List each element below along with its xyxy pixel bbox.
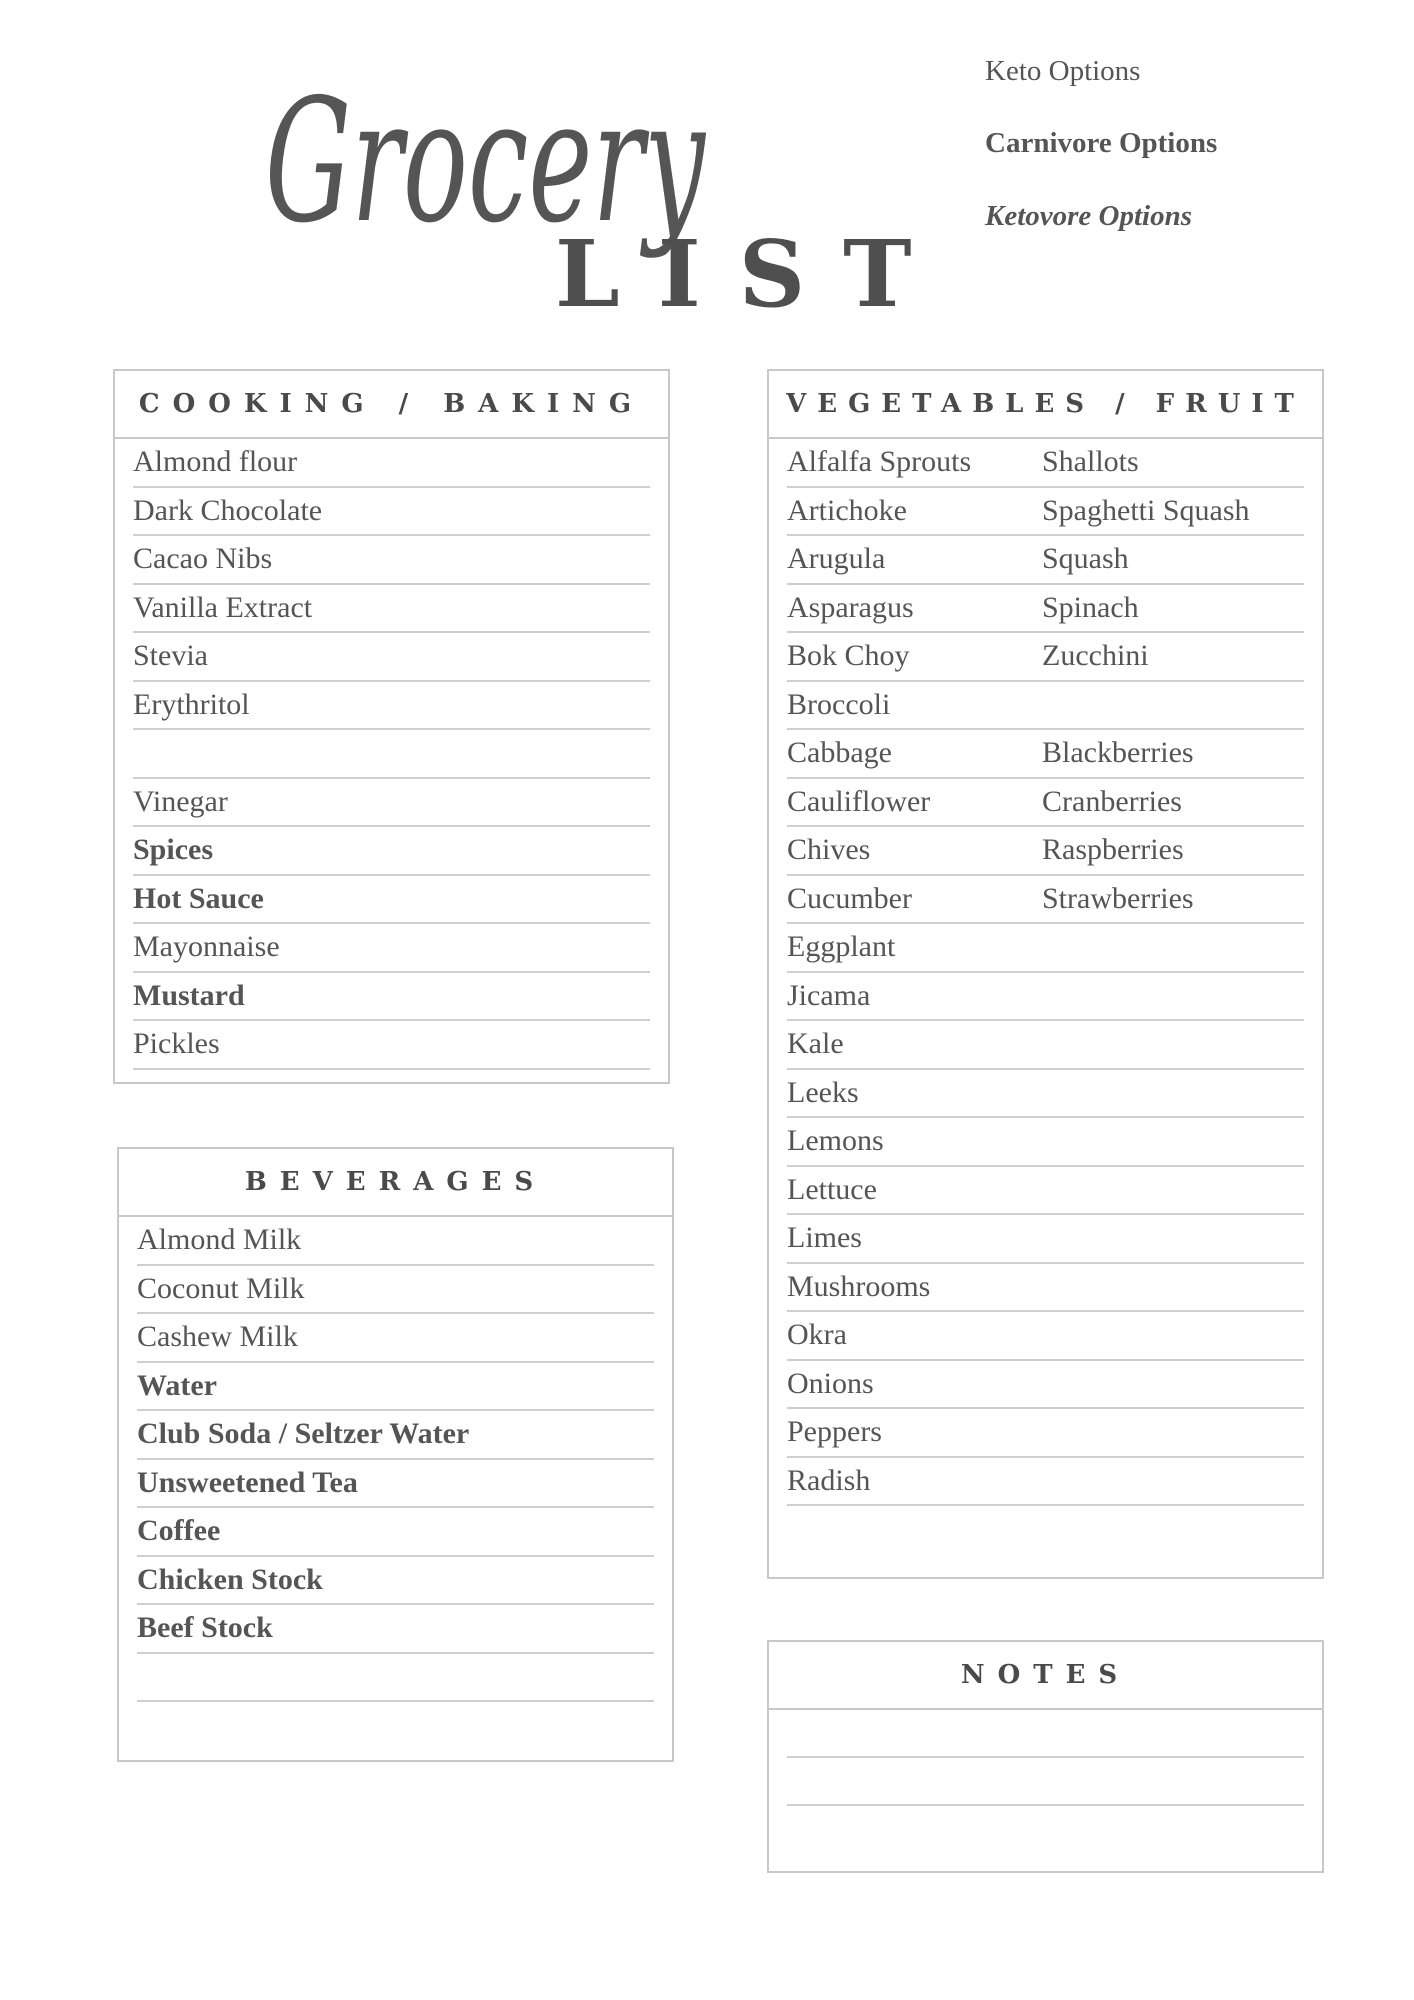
vegetable-item-label: Peppers [787,1415,882,1449]
vegetable-item-label: Broccoli [787,687,891,721]
beverages-item-label: Club Soda / Seltzer Water [137,1417,470,1451]
vegetable-fruit-item-label: Cranberries [1042,784,1182,818]
beverages-row[interactable] [137,1605,654,1654]
cooking-baking-item-label: Stevia [133,639,208,673]
vegetable-item-label: Eggplant [787,930,896,964]
vegetable-item-label: Alfalfa Sprouts [787,445,972,479]
beverages-list [137,1217,654,1702]
vegetables-fruit-row[interactable] [787,973,1304,1022]
beverages-row[interactable] [137,1654,654,1703]
beverages-row[interactable] [137,1557,654,1606]
cooking-baking-item-label: Hot Sauce [133,881,264,915]
vegetable-fruit-item-label: Spaghetti Squash [1042,493,1250,527]
cooking-baking-item-label: Dark Chocolate [133,493,323,527]
legend-ketovore: Ketovore Options [985,200,1193,232]
cooking-baking-row[interactable] [133,1021,650,1070]
notes-section [767,1640,1324,1873]
cooking-baking-row[interactable] [133,924,650,973]
vegetable-fruit-item-label: Blackberries [1042,736,1194,770]
vegetables-fruit-row[interactable] [787,1458,1304,1507]
vegetables-fruit-section [767,369,1324,1579]
vegetables-fruit-header: VEGETABLES / FRUIT [769,371,1322,439]
beverages-item-label: Coconut Milk [137,1271,305,1305]
vegetables-fruit-row[interactable] [787,827,1304,876]
beverages-item-label: Cashew Milk [137,1320,298,1354]
vegetables-fruit-row[interactable] [787,585,1304,634]
vegetables-fruit-row[interactable] [787,924,1304,973]
cooking-baking-row[interactable] [133,779,650,828]
vegetables-fruit-row[interactable] [787,779,1304,828]
notes-header: NOTES [769,1642,1322,1710]
cooking-baking-row[interactable] [133,973,650,1022]
vegetable-item-label: Cauliflower [787,784,931,818]
beverages-row[interactable] [137,1460,654,1509]
cooking-baking-row[interactable] [133,827,650,876]
list-title: LIST [555,220,950,328]
beverages-row[interactable] [137,1314,654,1363]
vegetable-fruit-item-label: Spinach [1042,590,1139,624]
vegetables-fruit-row[interactable] [787,488,1304,537]
cooking-baking-row[interactable] [133,536,650,585]
vegetable-item-label: Radish [787,1463,871,1497]
cooking-baking-item-label: Cacao Nibs [133,542,273,576]
notes-lines [787,1710,1304,1806]
cooking-baking-row[interactable] [133,876,650,925]
vegetables-fruit-row[interactable] [787,1264,1304,1313]
cooking-baking-row[interactable] [133,439,650,488]
vegetables-fruit-row[interactable] [787,1070,1304,1119]
beverages-row[interactable] [137,1508,654,1557]
vegetable-item-label: Mushrooms [787,1269,931,1303]
beverages-item-label: Almond Milk [137,1223,302,1257]
beverages-header: BEVERAGES [119,1149,672,1217]
vegetables-fruit-row[interactable] [787,1118,1304,1167]
vegetables-fruit-row[interactable] [787,1167,1304,1216]
cooking-baking-row[interactable] [133,633,650,682]
vegetable-item-label: Lemons [787,1124,884,1158]
beverages-item-label: Unsweetened Tea [137,1465,358,1499]
note-line[interactable] [787,1710,1304,1758]
vegetable-fruit-item-label: Shallots [1042,445,1139,479]
beverages-row[interactable] [137,1363,654,1412]
cooking-baking-item-label: Almond flour [133,445,298,479]
cooking-baking-item-label: Spices [133,833,214,867]
cooking-baking-header: COOKING / BAKING [115,371,668,439]
svg-text:Grocery: Grocery [265,63,707,261]
vegetable-item-label: Lettuce [787,1172,877,1206]
vegetable-fruit-item-label: Strawberries [1042,881,1194,915]
cooking-baking-row[interactable] [133,730,650,779]
vegetable-item-label: Bok Choy [787,639,910,673]
cooking-baking-row[interactable] [133,682,650,731]
cooking-baking-row[interactable] [133,585,650,634]
vegetable-item-label: Asparagus [787,590,914,624]
vegetable-item-label: Artichoke [787,493,907,527]
beverages-item-label: Beef Stock [137,1611,273,1645]
vegetable-fruit-item-label: Squash [1042,542,1129,576]
beverages-row[interactable] [137,1266,654,1315]
vegetable-item-label: Arugula [787,542,886,576]
cooking-baking-item-label: Erythritol [133,687,250,721]
beverages-item-label: Chicken Stock [137,1562,323,1596]
cooking-baking-item-label: Mustard [133,978,245,1012]
vegetable-fruit-item-label: Zucchini [1042,639,1149,673]
note-line[interactable] [787,1758,1304,1806]
vegetables-fruit-row[interactable] [787,1312,1304,1361]
vegetable-fruit-item-label: Raspberries [1042,833,1184,867]
vegetable-item-label: Limes [787,1221,862,1255]
cooking-baking-item-label: Vinegar [133,784,228,818]
vegetables-fruit-row[interactable] [787,1215,1304,1264]
vegetable-item-label: Leeks [787,1075,859,1109]
legend-keto: Keto Options [985,55,1141,87]
beverages-item-label: Coffee [137,1514,221,1548]
vegetables-fruit-row[interactable] [787,876,1304,925]
cooking-baking-item-label: Pickles [133,1027,220,1061]
vegetable-item-label: Kale [787,1027,844,1061]
vegetables-fruit-row[interactable] [787,682,1304,731]
vegetables-fruit-list [787,439,1304,1506]
cooking-baking-list [133,439,650,1070]
vegetables-fruit-row[interactable] [787,1409,1304,1458]
vegetable-item-label: Okra [787,1318,847,1352]
beverages-item-label: Water [137,1368,217,1402]
vegetable-item-label: Cabbage [787,736,892,770]
vegetable-item-label: Cucumber [787,881,912,915]
beverages-row[interactable] [137,1411,654,1460]
vegetable-item-label: Chives [787,833,871,867]
cooking-baking-row[interactable] [133,488,650,537]
vegetable-item-label: Jicama [787,978,871,1012]
vegetables-fruit-row[interactable] [787,633,1304,682]
cooking-baking-item-label: Mayonnaise [133,930,280,964]
cooking-baking-item-label: Vanilla Extract [133,590,313,624]
vegetables-fruit-row[interactable] [787,536,1304,585]
vegetable-item-label: Onions [787,1366,874,1400]
beverages-section [117,1147,674,1762]
vegetables-fruit-row[interactable] [787,439,1304,488]
cooking-baking-section [113,369,670,1084]
vegetables-fruit-row[interactable] [787,730,1304,779]
legend-carnivore: Carnivore Options [985,127,1218,159]
vegetables-fruit-row[interactable] [787,1361,1304,1410]
vegetables-fruit-row[interactable] [787,1021,1304,1070]
beverages-row[interactable] [137,1217,654,1266]
